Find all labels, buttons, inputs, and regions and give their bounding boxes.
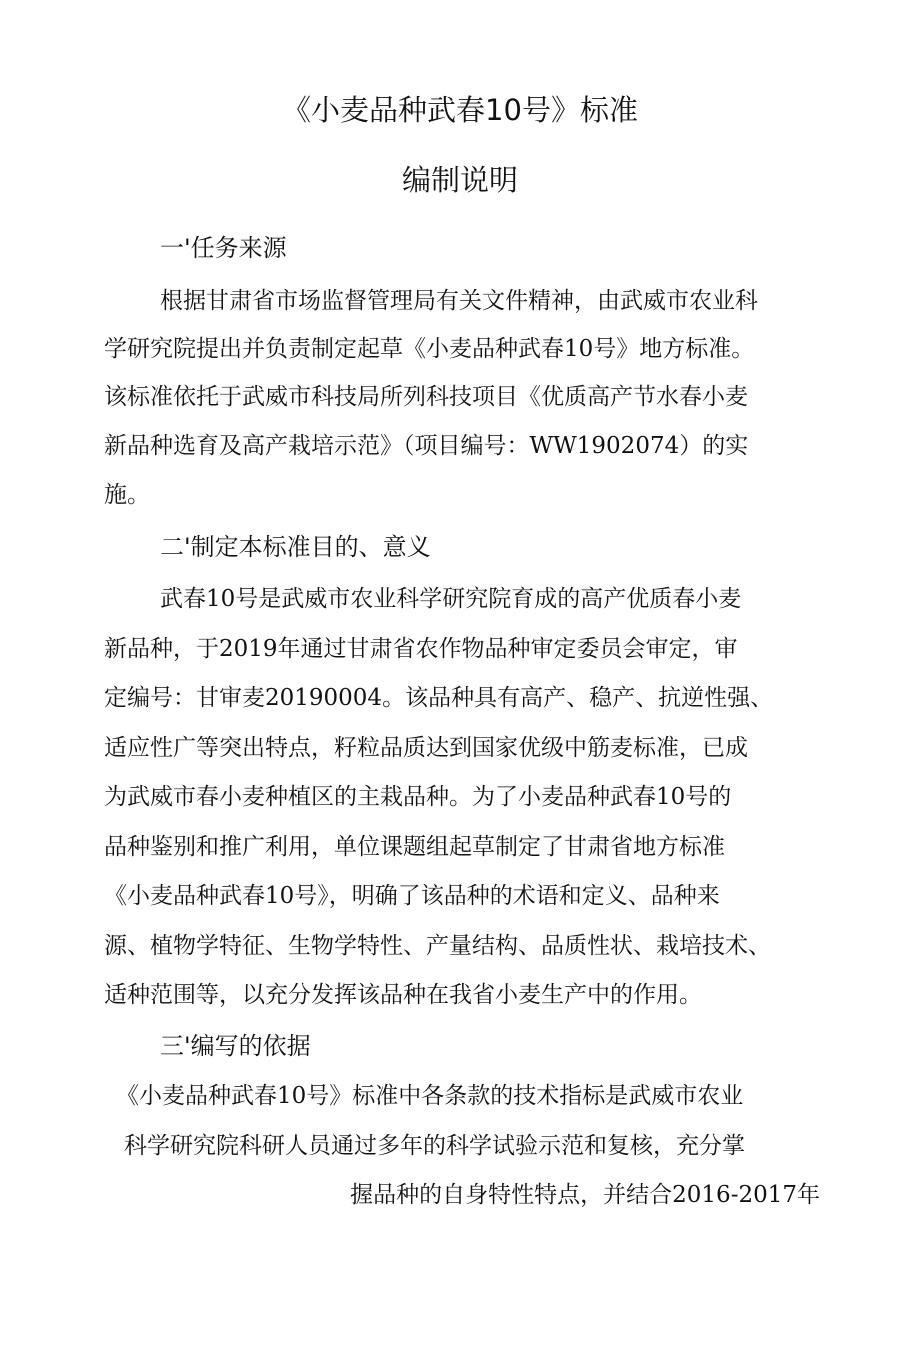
paragraph-line: 新品种，于2019年通过甘肃省农作物品种审定委员会审定，审 <box>104 636 738 662</box>
document-subtitle: 编制说明 <box>401 163 518 197</box>
section-heading-1: 一'任务来源 <box>160 234 287 262</box>
paragraph-line: 新品种选育及高产栽培示范》（项目编号：WW1902074）的实 <box>104 433 749 459</box>
paragraph-line: 《小麦品种武春10号》标准中各条款的技术指标是武威市农业 <box>116 1083 744 1109</box>
document-title: 《小麦品种武春10号》标准 <box>282 93 638 127</box>
paragraph-line: 科学研究院科研人员通过多年的科学试验示范和复核，充分掌 <box>124 1133 745 1159</box>
paragraph-line: 该标准依托于武威市科技局所列科技项目《优质高产节水春小麦 <box>104 384 748 410</box>
section-heading-2: 二'制定本标准目的、意义 <box>160 533 431 561</box>
paragraph-line: 定编号：甘审麦20190004。该品种具有高产、稳产、抗逆性强、 <box>104 685 774 711</box>
paragraph-line: 为武威市春小麦种植区的主栽品种。为了小麦品种武春10号的 <box>104 784 732 810</box>
paragraph-line: 握品种的自身特性特点，并结合2016-2017年 <box>350 1182 820 1208</box>
paragraph-line: 《小麦品种武春10号》，明确了该品种的术语和定义、品种来 <box>104 883 720 909</box>
section-heading-3: 三'编写的依据 <box>160 1032 311 1060</box>
paragraph-line: 武春10号是武威市农业科学研究院育成的高产优质春小麦 <box>160 586 742 612</box>
paragraph-line: 根据甘肃省市场监督管理局有关文件精神，由武威市农业科 <box>160 288 758 314</box>
paragraph-line: 施。 <box>104 482 150 508</box>
paragraph-line: 适应性广等突出特点，籽粒品质达到国家优级中筋麦标准，已成 <box>104 735 748 761</box>
paragraph-line: 适种范围等，以充分发挥该品种在我省小麦生产中的作用。 <box>104 982 702 1008</box>
paragraph-line: 学研究院提出并负责制定起草《小麦品种武春10号》地方标准。 <box>104 336 755 362</box>
paragraph-line: 品种鉴别和推广利用，单位课题组起草制定了甘肃省地方标准 <box>104 834 725 860</box>
paragraph-line: 源、植物学特征、生物学特性、产量结构、品质性状、栽培技术、 <box>104 933 771 959</box>
